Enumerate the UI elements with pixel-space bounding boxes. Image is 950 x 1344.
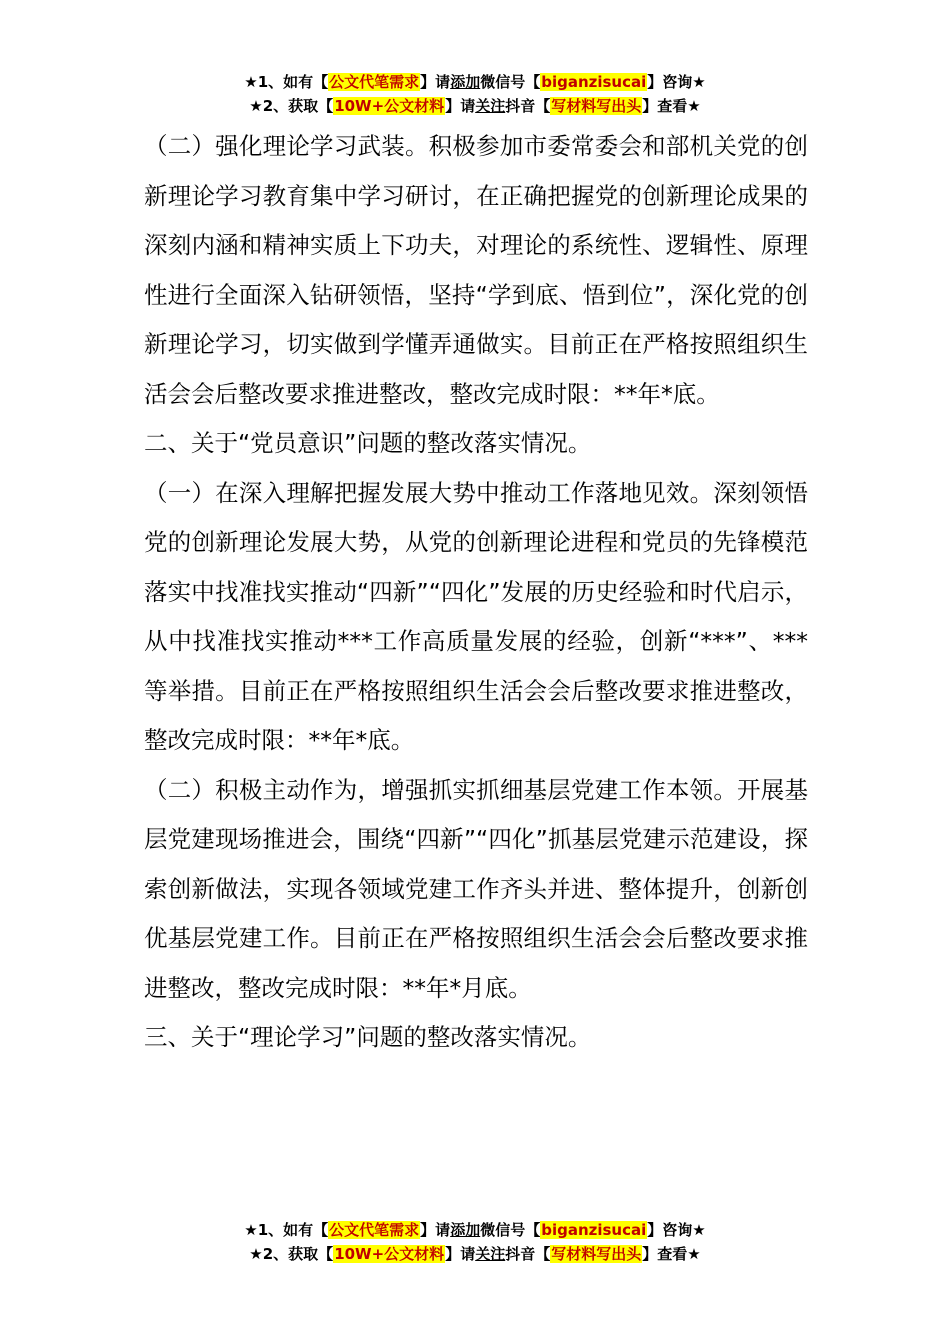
- paragraph: （二）强化理论学习武装。积极参加市委常委会和部机关党的创新理论学习教育集中学习研讨，在正确把握党的创新理论成果的深刻内涵和精神实质上下功夫，对理论的系统性、逻辑性、原理性进行全面深入钻研领悟，坚持“学到底、悟到位”，深化党的创新理论学习，切实做到学懂弄通做实。目前正在严格按照组织生活会会后整改要求推进整改，整改完成时限：**年*底。: [144, 132, 808, 408]
- highlight-materials: 10W+公文材料: [334, 1245, 445, 1263]
- section-heading: 三、关于“理论学习”问题的整改落实情况。: [144, 1023, 592, 1051]
- footer-banner-line-1: ★1、如有【公文代笔需求】请添加微信号【biganzisucai】咨询★: [244, 1221, 706, 1239]
- paragraph: （一）在深入理解把握发展大势中推动工作落地见效。深刻领悟党的创新理论发展大势，从党的创新理论进程和党员的先锋模范落实中找准找实推动“四新”“四化”发展的历史经验和时代启示，从中找准找实推动***工作高质量发展的经验，创新“***”、***等举措。目前正在严格按照组织生活会会后整改要求推进整改，整改完成时限：**年*底。: [144, 478, 808, 754]
- highlight-douyin-account: 写材料写出头: [551, 97, 642, 115]
- header-banner: [0, 70, 950, 118]
- section-heading: 二、关于“党员意识”问题的整改落实情况。: [144, 429, 592, 457]
- document-body: [144, 122, 808, 1063]
- highlight-materials: 10W+公文材料: [334, 97, 445, 115]
- highlight-wechat-id: biganzisucai: [541, 73, 647, 91]
- highlight-ghostwriting: 公文代笔需求: [329, 73, 420, 91]
- paragraph: （二）积极主动作为，增强抓实抓细基层党建工作本领。开展基层党建现场推进会，围绕“四新”“四化”抓基层党建示范建设，探索创新做法，实现各领域党建工作齐头并进、整体提升，创新创优基层党建工作。目前正在严格按照组织生活会会后整改要求推进整改，整改完成时限：**年*月底。: [144, 775, 808, 1002]
- header-banner-line-2: ★2、获取【10W+公文材料】请关注抖音【写材料写出头】查看★: [249, 97, 701, 115]
- footer-banner-line-2: ★2、获取【10W+公文材料】请关注抖音【写材料写出头】查看★: [249, 1245, 701, 1263]
- highlight-ghostwriting: 公文代笔需求: [329, 1221, 420, 1239]
- footer-banner: [0, 1218, 950, 1266]
- highlight-douyin-account: 写材料写出头: [551, 1245, 642, 1263]
- highlight-wechat-id: biganzisucai: [541, 1221, 647, 1239]
- header-banner-line-1: ★1、如有【公文代笔需求】请添加微信号【biganzisucai】咨询★: [244, 73, 706, 91]
